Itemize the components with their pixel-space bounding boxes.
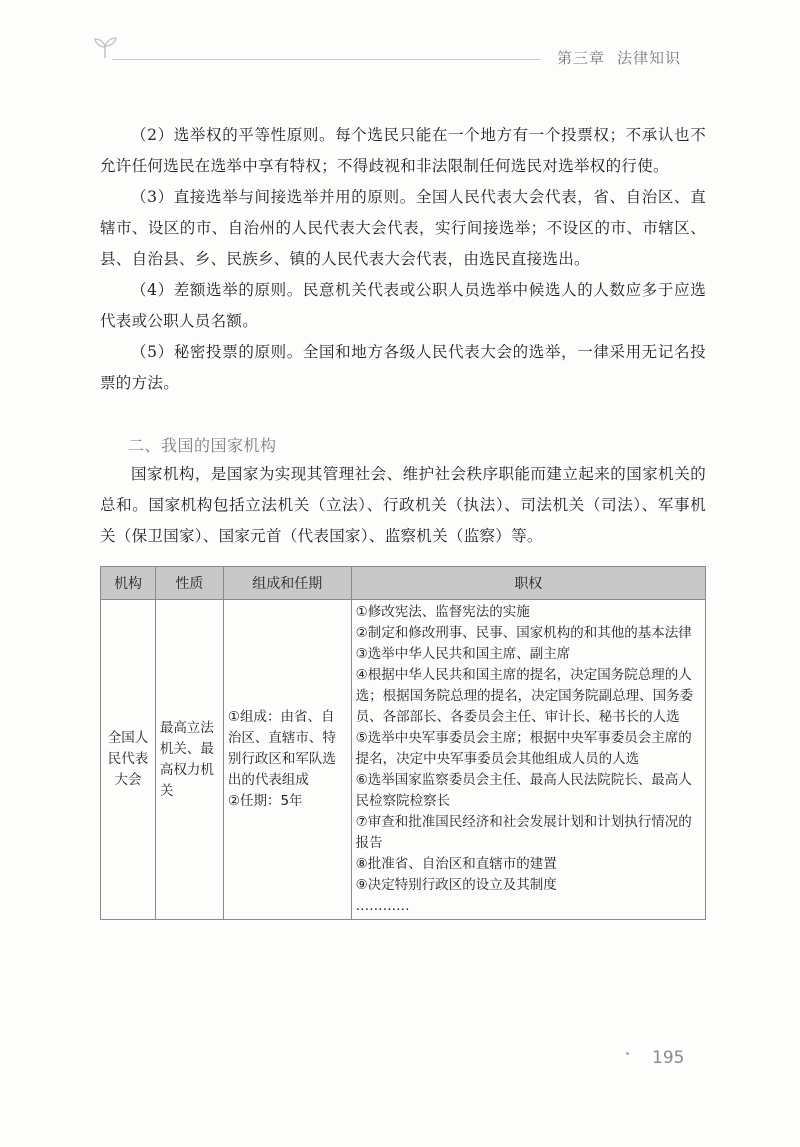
paragraph: （4）差额选举的原则。民意机关代表或公职人员选举中候选人的人数应多于应选代表或公职人员名额。 [100, 281, 706, 330]
header-powers: 职权 [351, 567, 705, 600]
power-item: ⑧批准省、自治区和直辖市的建置 [355, 856, 557, 872]
intro-paragraph: 国家机构，是国家为实现其管理社会、维护社会秩序职能而建立起来的国家机关的总和。国家机构包括立法机关（立法）、行政机关（执法）、司法机关（司法）、军事机关（保卫国家）、国家元首（代表国家）、监察机关（监察）等。 [100, 465, 706, 545]
header-nature: 性质 [155, 567, 223, 600]
power-item-ellipsis: ………… [355, 898, 410, 914]
chapter-number: 第三章 [557, 49, 606, 67]
power-item: ④根据中华人民共和国主席的提名，决定国务院总理的人选；根据国务院总理的提名，决定国务院副总理、国务委员、各部部长、各委员会主任、审计长、秘书长的人选 [355, 667, 694, 725]
header-composition: 组成和任期 [223, 567, 351, 600]
power-item: ③选举中华人民共和国主席、副主席 [355, 646, 571, 662]
composition-members: ①组成：由省、自治区、直辖市、特别行政区和军队选出的代表组成 [227, 709, 336, 788]
header-rule [112, 59, 540, 60]
power-item: ⑨决定特别行政区的设立及其制度 [355, 877, 557, 893]
table-header-row [101, 567, 706, 600]
page-header [0, 0, 800, 80]
paragraph: （2）选举权的平等性原则。每个选民只能在一个地方有一个投票权；不承认也不允许任何选民在选举中享有特权；不得歧视和非法限制任何选民对选举权的行使。 [100, 126, 706, 175]
state-organs-table [100, 566, 706, 920]
chapter-name: 法律知识 [617, 49, 682, 67]
chapter-title [557, 47, 681, 68]
power-item: ⑦审查和批准国民经济和社会发展计划和计划执行情况的报告 [355, 814, 692, 851]
paragraph: （5）秘密投票的原则。全国和地方各级人民代表大会的选举，一律采用无记名投票的方法。 [100, 343, 706, 392]
power-item: ①修改宪法、监督宪法的实施 [355, 604, 530, 620]
principles-text [100, 120, 706, 399]
power-item: ⑥选举国家监察委员会主任、最高人民法院院长、最高人民检察院检察长 [355, 772, 692, 809]
section-intro [100, 459, 706, 552]
composition-term: ②任期：5年 [227, 793, 303, 809]
page-number: 195 [652, 1048, 685, 1068]
table-row [101, 600, 706, 920]
power-item: ②制定和修改刑事、民事、国家机构的和其他的基本法律 [355, 625, 692, 641]
cell-organ: 全国人民代表大会 [101, 600, 156, 920]
paragraph: （3）直接选举与间接选举并用的原则。全国人民代表大会代表，省、自治区、直辖市、设区的市、自治州的人民代表大会代表，实行间接选举；不设区的市、市辖区、县、自治县、乡、民族乡、镇的人民代表大会代表，由选民直接选出。 [100, 188, 706, 268]
page-dot [626, 1052, 629, 1055]
header-organ: 机构 [101, 567, 156, 600]
cell-nature: 最高立法机关、最高权力机关 [155, 600, 223, 920]
cell-composition [223, 600, 351, 920]
section-heading: 二、我国的国家机构 [128, 436, 277, 455]
cell-powers [351, 600, 705, 920]
sprout-icon [92, 34, 118, 60]
power-item: ⑤选举中央军事委员会主席；根据中央军事委员会主席的提名，决定中央军事委员会其他组成人员的人选 [355, 730, 692, 767]
